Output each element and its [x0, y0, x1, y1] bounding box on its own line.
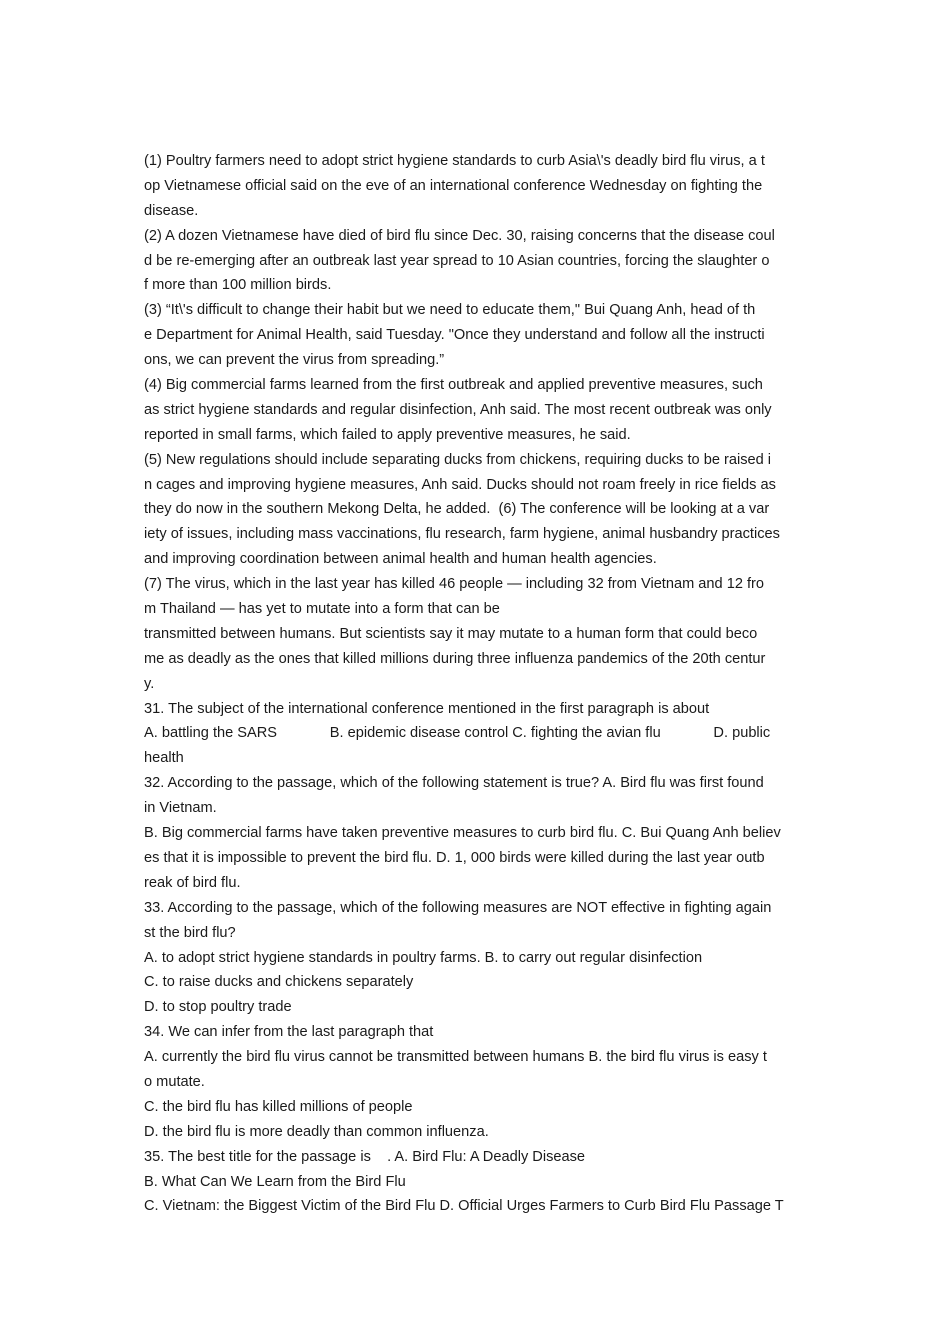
- text-line: e Department for Animal Health, said Tuesday. "Once they understand and follow all the instructi: [144, 327, 765, 344]
- text-line: m Thailand — has yet to mutate into a form that can be: [144, 601, 500, 618]
- text-line: d be re-emerging after an outbreak last year spread to 10 Asian countries, forcing the slaughter o: [144, 252, 770, 269]
- text-line: and improving coordination between animal health and human health agencies.: [144, 551, 657, 568]
- question-31-options: A. battling the SARS B. epidemic disease control C. fighting the avian flu D. public: [144, 725, 771, 742]
- text-line: y.: [144, 675, 155, 692]
- question-34: 34. We can infer from the last paragraph that: [144, 1024, 434, 1041]
- text-line: reported in small farms, which failed to apply preventive measures, he said.: [144, 426, 631, 443]
- text-line: (1) Poultry farmers need to adopt strict hygiene standards to curb Asia\'s deadly bird flu virus, a t: [144, 153, 765, 169]
- question-34-options: A. currently the bird flu virus cannot be transmitted between humans B. the bird flu virus is easy t: [144, 1049, 767, 1066]
- text-line: n cages and improving hygiene measures, Anh said. Ducks should not roam freely in rice fields as: [144, 476, 776, 493]
- question-32-options: B. Big commercial farms have taken preventive measures to curb bird flu. C. Bui Quang Anh believ: [144, 825, 781, 842]
- text-line: D. the bird flu is more deadly than common influenza.: [144, 1123, 489, 1140]
- text-line: reak of bird flu.: [144, 874, 241, 891]
- text-line: disease.: [144, 202, 199, 219]
- text-line: as strict hygiene standards and regular disinfection, Anh said. The most recent outbreak was only: [144, 401, 772, 418]
- text-line: iety of issues, including mass vaccinations, flu research, farm hygiene, animal husbandry practices: [144, 526, 780, 543]
- text-line: (3) “It\'s difficult to change their habit but we need to educate them," Bui Quang Anh, head of th: [144, 302, 756, 319]
- question-35-options: B. What Can We Learn from the Bird Flu: [144, 1173, 406, 1190]
- text-line: me as deadly as the ones that killed millions during three influenza pandemics of the 20th centur: [144, 650, 766, 667]
- text-line: health: [144, 750, 184, 767]
- text-line: in Vietnam.: [144, 800, 217, 817]
- text-line: op Vietnamese official said on the eve of an international conference Wednesday on fighting the: [144, 177, 763, 194]
- text-line: ons, we can prevent the virus from spreading.”: [144, 352, 445, 369]
- question-33: 33. According to the passage, which of the following measures are NOT effective in fighting again: [144, 899, 772, 916]
- text-line: (7) The virus, which in the last year has killed 46 people — including 32 from Vietnam and 12 fro: [144, 576, 765, 593]
- text-line: f more than 100 million birds.: [144, 277, 332, 294]
- question-35: 35. The best title for the passage is . A. Bird Flu: A Deadly Disease: [144, 1148, 586, 1165]
- document-body: [144, 149, 810, 1219]
- text-line: transmitted between humans. But scientists say it may mutate to a human form that could beco: [144, 625, 758, 642]
- question-31: 31. The subject of the international conference mentioned in the first paragraph is about: [144, 700, 710, 717]
- question-32: 32. According to the passage, which of the following statement is true? A. Bird flu was first found: [144, 775, 764, 792]
- text-line: C. Vietnam: the Biggest Victim of the Bird Flu D. Official Urges Farmers to Curb Bird Flu Passage T: [144, 1198, 784, 1215]
- text-line: they do now in the southern Mekong Delta, he added. (6) The conference will be looking at a var: [144, 501, 770, 518]
- question-33-options: A. to adopt strict hygiene standards in poultry farms. B. to carry out regular disinfection: [144, 949, 703, 966]
- text-line: es that it is impossible to prevent the bird flu. D. 1, 000 birds were killed during the last year outb: [144, 849, 765, 866]
- text-line: C. to raise ducks and chickens separately: [144, 974, 414, 991]
- text-line: o mutate.: [144, 1073, 205, 1090]
- text-line: (2) A dozen Vietnamese have died of bird flu since Dec. 30, raising concerns that the disease coul: [144, 227, 775, 244]
- text-line: D. to stop poultry trade: [144, 999, 292, 1016]
- text-line: (4) Big commercial farms learned from the first outbreak and applied preventive measures, such: [144, 377, 763, 394]
- text-line: (5) New regulations should include separating ducks from chickens, requiring ducks to be raised i: [144, 451, 772, 468]
- text-line: C. the bird flu has killed millions of people: [144, 1098, 413, 1115]
- text-line: st the bird flu?: [144, 924, 236, 941]
